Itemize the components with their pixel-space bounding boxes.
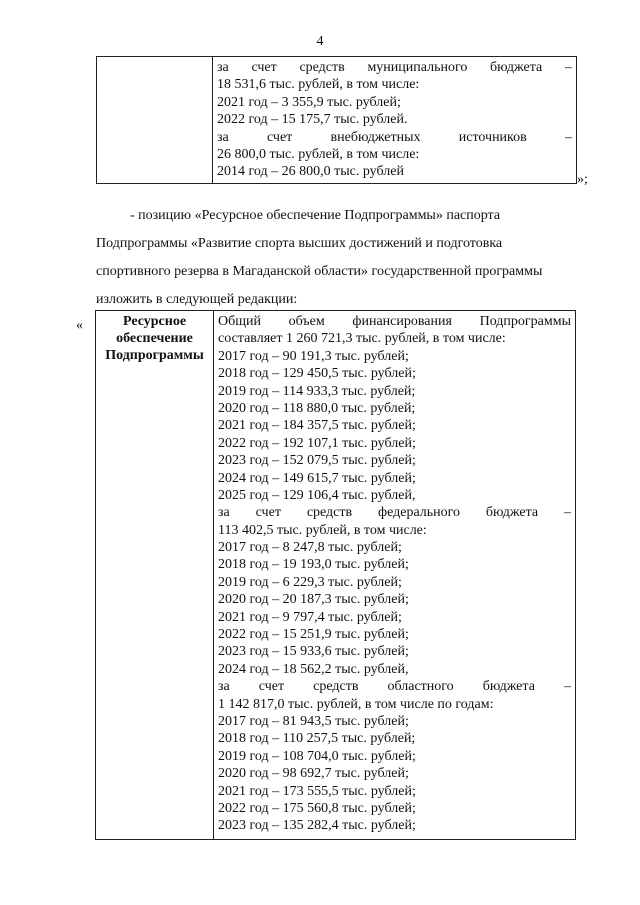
word: муниципального	[367, 60, 468, 75]
word: средств	[313, 679, 359, 695]
word: бюджета	[485, 505, 539, 521]
word: за	[218, 679, 230, 695]
table-line: 26 800,0 тыс. рублей, в том числе:	[217, 146, 420, 162]
paragraph-line: - позицию «Ресурсное обеспечение Подпрограммы» паспорта	[130, 208, 501, 223]
table-line: 2023 год – 135 282,4 тыс. рублей;	[218, 818, 416, 834]
word: внебюджетных	[330, 129, 421, 145]
word: –	[563, 505, 571, 521]
word: Подпрограммы	[479, 314, 571, 329]
paragraph-line: изложить в следующей редакции:	[96, 292, 298, 307]
closing-quote-mark: »;	[577, 172, 588, 187]
word: счет	[251, 60, 277, 75]
word: –	[564, 129, 572, 145]
word: счет	[266, 129, 293, 145]
table-line: 2024 год – 149 615,7 тыс. рублей;	[218, 470, 416, 486]
table-line: 113 402,5 тыс. рублей, в том числе:	[218, 522, 427, 538]
table-line: 2019 год – 108 704,0 тыс. рублей;	[218, 748, 416, 764]
paragraph-line: Подпрограммы «Развитие спорта высших достижений и подготовка	[96, 236, 503, 251]
table-line: 2022 год – 192 107,1 тыс. рублей;	[218, 435, 416, 451]
table1-right-cell	[213, 57, 577, 184]
table-line	[214, 678, 575, 695]
table-line	[214, 313, 575, 330]
instruction-paragraph	[96, 202, 566, 314]
table-line: 2018 год – 110 257,5 тыс. рублей;	[218, 731, 416, 747]
table-line: 2022 год – 15 251,9 тыс. рублей;	[218, 627, 409, 643]
word: средств	[299, 60, 345, 75]
table2-label-cell	[96, 311, 214, 840]
table-line	[213, 59, 576, 76]
table-line: 2017 год – 8 247,8 тыс. рублей;	[218, 540, 402, 556]
table-line: 2021 год – 3 355,9 тыс. рублей;	[217, 94, 401, 110]
table-line: 2018 год – 129 450,5 тыс. рублей;	[218, 366, 416, 382]
table-line: 2021 год – 184 357,5 тыс. рублей;	[218, 418, 416, 434]
table-line: 2014 год – 26 800,0 тыс. рублей	[217, 164, 404, 180]
table-line: составляет 1 260 721,3 тыс. рублей, в том числе:	[218, 331, 506, 347]
table-line: 2017 год – 90 191,3 тыс. рублей;	[218, 348, 409, 364]
table-line: 2019 год – 6 229,3 тыс. рублей;	[218, 574, 402, 590]
page-number: 4	[316, 34, 324, 49]
opening-quote-mark: «	[76, 318, 83, 333]
word: –	[563, 679, 571, 695]
table-line: 2022 год – 175 560,8 тыс. рублей;	[218, 800, 416, 816]
label-line: Ресурсное	[122, 314, 187, 329]
word: за	[218, 505, 230, 521]
resource-provision-table	[95, 310, 576, 840]
continued-table	[96, 56, 577, 184]
word: средств	[306, 505, 353, 521]
word: счет	[255, 505, 281, 521]
table-line: 2023 год – 15 933,6 тыс. рублей;	[218, 644, 409, 660]
word: за	[217, 60, 229, 75]
table2-content-cell	[214, 311, 576, 840]
word: областного	[387, 679, 454, 695]
table-line	[214, 504, 575, 521]
table1-lines	[213, 59, 576, 181]
table-line: 2018 год – 19 193,0 тыс. рублей;	[218, 557, 409, 573]
table2-lines	[214, 313, 575, 835]
table-line: 2017 год – 81 943,5 тыс. рублей;	[218, 713, 409, 729]
word: бюджета	[482, 679, 535, 695]
table-line: 2020 год – 98 692,7 тыс. рублей;	[218, 766, 409, 782]
word: финансирования	[352, 314, 452, 329]
table-line: 2024 год – 18 562,2 тыс. рублей,	[218, 661, 409, 677]
table-line: 2020 год – 118 880,0 тыс. рублей;	[218, 400, 416, 416]
word: счет	[258, 679, 285, 695]
table-line: 2025 год – 129 106,4 тыс. рублей,	[218, 487, 416, 503]
word: бюджета	[490, 60, 543, 75]
word: источников	[458, 129, 527, 145]
table-line: 2021 год – 9 797,4 тыс. рублей;	[218, 609, 402, 625]
table-line: 18 531,6 тыс. рублей, в том числе:	[217, 77, 420, 93]
table1-left-cell	[97, 57, 213, 184]
word: –	[564, 60, 572, 75]
table-line: 2019 год – 114 933,3 тыс. рублей;	[218, 383, 416, 399]
table-line: 1 142 817,0 тыс. рублей, в том числе по годам:	[218, 696, 494, 712]
table-line: 2022 год – 15 175,7 тыс. рублей.	[217, 112, 408, 128]
word: Общий	[218, 314, 261, 329]
word: объем	[288, 314, 325, 329]
word: за	[217, 129, 229, 145]
word: федерального	[378, 505, 461, 521]
table-line: 2020 год – 20 187,3 тыс. рублей;	[218, 592, 409, 608]
table-line: 2023 год – 152 079,5 тыс. рублей;	[218, 453, 416, 469]
paragraph-line: спортивного резерва в Магаданской области» государственной программы	[96, 264, 543, 279]
label-line: обеспечение	[116, 331, 193, 346]
table-line	[213, 129, 576, 146]
table-line: 2021 год – 173 555,5 тыс. рублей;	[218, 783, 416, 799]
label-line: Подпрограммы	[105, 348, 204, 363]
